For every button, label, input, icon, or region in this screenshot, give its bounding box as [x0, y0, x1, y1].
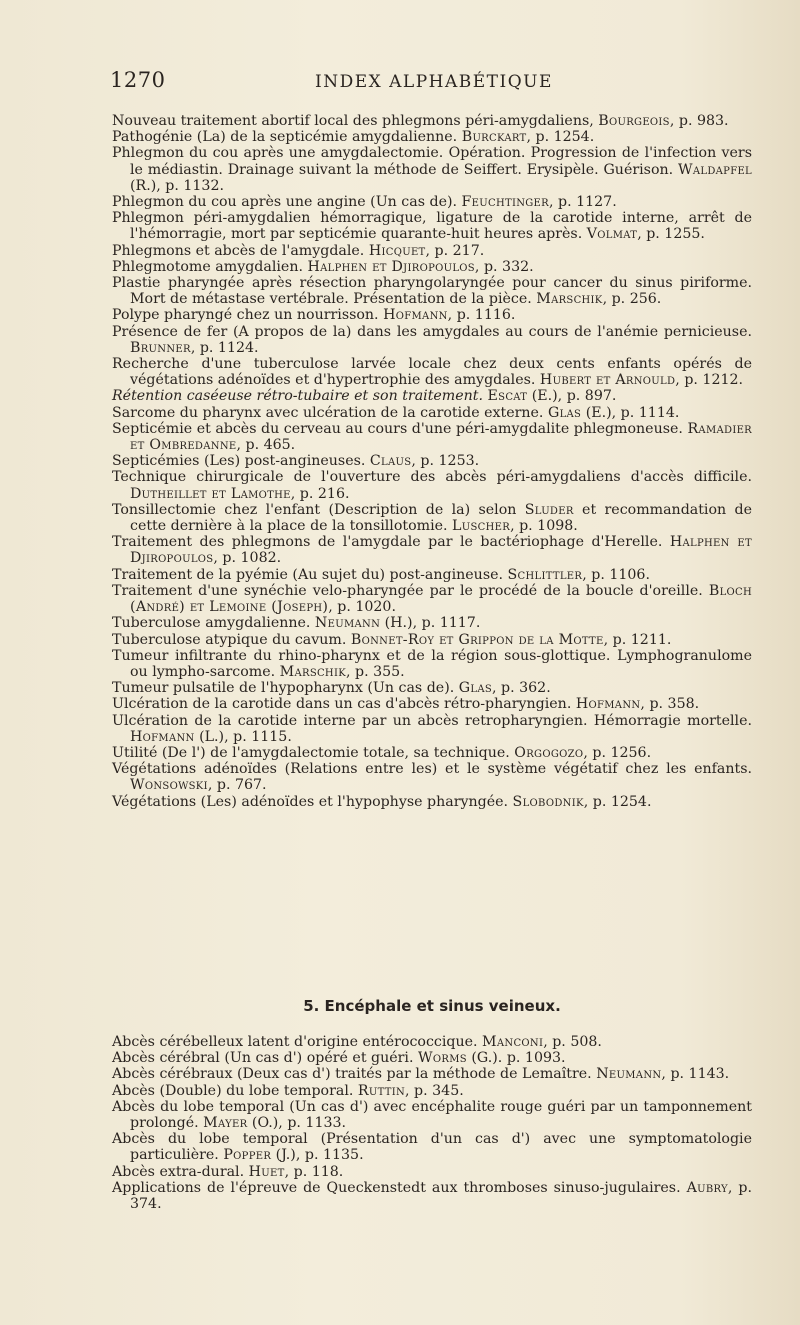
- index-entry: [112, 405, 752, 421]
- entry-reference: (E.), p. 897.: [527, 388, 617, 405]
- entry-author: Manconi: [482, 1034, 544, 1050]
- index-entry: [112, 113, 752, 129]
- entry-author: Bonnet-Roy et Grippon de la Motte: [350, 631, 604, 648]
- index-entry: [112, 615, 752, 631]
- entry-reference: (L.), p. 1115.: [194, 728, 292, 745]
- index-entry: [112, 648, 752, 680]
- entry-author: Hubert et Arnould: [539, 372, 676, 389]
- entry-author: Orgogozo: [514, 744, 584, 761]
- entry-author: Halphen et Djiropoulos: [307, 258, 475, 275]
- entry-reference: , p. 216.: [290, 485, 350, 502]
- entry-text: Phlegmon péri-amygdalien hémorragique, ligature de la carotide interne, arrêt de l'hémorragie, mort par septicémie quarante-huit heures après.: [112, 210, 752, 243]
- entry-text: Sarcome du pharynx avec ulcération de la carotide externe.: [112, 404, 548, 421]
- entry-author: Slobodnik: [512, 793, 584, 810]
- index-entry: [112, 502, 752, 534]
- entry-text: Abcès (Double) du lobe temporal.: [112, 1082, 358, 1099]
- entry-author: Hofmann: [383, 307, 448, 324]
- entry-text: Abcès cérébelleux latent d'origine entérococcique.: [112, 1034, 483, 1050]
- entry-author: Claus: [369, 453, 412, 470]
- entry-text: Phlegmon du cou après une angine (Un cas de).: [112, 194, 462, 211]
- entry-author: Mayer: [203, 1115, 248, 1132]
- index-entry: [112, 794, 752, 810]
- entry-text: Pathogénie (La) de la septicémie amygdalienne.: [112, 129, 462, 146]
- entry-author: Huet: [248, 1163, 285, 1180]
- entry-author: Feuchtinger: [461, 194, 549, 211]
- entry-author: Aubry: [686, 1179, 728, 1196]
- entry-text: Utilité (De l') de l'amygdalectomie totale, sa technique.: [112, 744, 515, 761]
- entry-reference: , p. 1020.: [328, 599, 396, 616]
- index-entry: [112, 259, 752, 275]
- entry-author: Hofmann: [575, 696, 641, 713]
- entry-reference: , p. 465.: [236, 437, 296, 454]
- entry-reference: (O.), p. 1133.: [247, 1115, 347, 1132]
- entry-reference: , p. 508.: [543, 1034, 602, 1050]
- index-entry: [112, 1099, 752, 1131]
- entry-text: Végétations (Les) adénoïdes et l'hypophyse pharyngée.: [112, 793, 513, 810]
- entry-reference: (R.), p. 1132.: [130, 177, 224, 194]
- entry-author: Marschik: [279, 663, 346, 680]
- entry-text: Phlegmon du cou après une amygdalectomie. Opération. Progression de l'infection vers le médiastin. Drainage suivant la méthode de Seiffert. Erysipèle. Guérison.: [112, 145, 752, 178]
- index-entry: [112, 275, 752, 307]
- entry-text: Technique chirurgicale de l'ouverture des abcès péri-amygdaliens d'accès difficile.: [112, 469, 752, 486]
- index-entry: [112, 1050, 752, 1066]
- index-entry: [112, 129, 752, 145]
- entry-text: Phlegmotome amygdalien.: [112, 258, 308, 275]
- entry-text: Tumeur infiltrante du rhino-pharynx et de la région sous-glottique. Lymphogranulome ou lympho-sarcome.: [112, 647, 752, 680]
- index-entry: [112, 713, 752, 745]
- entry-author: Bloch (André) et Lemoine (Joseph): [130, 582, 752, 616]
- entry-reference: , p. 1254.: [583, 793, 652, 810]
- entry-author: Brunner: [130, 339, 191, 356]
- entry-title-italic: Rétention caséeuse rétro-tubaire et son traitement.: [112, 388, 483, 405]
- entry-text: Abcès cérébral (Un cas d') opéré et guéri.: [112, 1050, 418, 1067]
- section-heading: 5. Encéphale et sinus veineux.: [303, 997, 561, 1015]
- entry-text: Nouveau traitement abortif local des phlegmons péri-amygdaliens,: [112, 113, 599, 129]
- entry-reference: , p. 362.: [492, 680, 551, 697]
- index-entry: [112, 356, 752, 388]
- entry-reference: (J.), p. 1135.: [271, 1147, 364, 1164]
- entry-text: Abcès cérébraux (Deux cas d') traités par la méthode de Lemaître.: [112, 1066, 597, 1083]
- entry-text: Ulcération de la carotide dans un cas d'abcès rétro-pharyngien.: [112, 696, 576, 713]
- index-entry: [112, 194, 752, 210]
- index-entry: [112, 1131, 752, 1163]
- entry-reference: , p. 1254.: [526, 129, 595, 146]
- index-entry: [112, 1083, 752, 1099]
- entry-author: Waldapfel: [678, 161, 752, 178]
- entry-reference: , p. 1253.: [411, 453, 480, 470]
- entry-reference: (E.), p. 1114.: [581, 404, 680, 421]
- entry-author: Worms: [417, 1050, 467, 1067]
- index-entry: [112, 243, 752, 259]
- entry-reference: , p. 767.: [207, 777, 267, 794]
- entry-reference: , p. 1143.: [661, 1066, 730, 1083]
- index-entry: [112, 745, 752, 761]
- entry-reference: (H.), p. 1117.: [380, 615, 481, 632]
- entry-reference: , p. 217.: [425, 242, 485, 259]
- entry-author: Popper: [223, 1147, 272, 1164]
- entry-reference: , p. 1082.: [213, 550, 282, 567]
- entry-text: Recherche d'une tuberculose larvée locale chez deux cents enfants opérés de végétations adénoïdes et d'hypertrophie des amygdales.: [112, 356, 752, 389]
- entry-author: Wonsowski: [130, 777, 208, 794]
- index-entry: [112, 696, 752, 712]
- entry-reference: , p. 1212.: [675, 372, 744, 389]
- entry-text: Présence de fer (A propos de la) dans les amygdales au cours de l'anémie pernicieuse.: [112, 323, 752, 340]
- entry-text: Tonsillectomie chez l'enfant (Description de la) selon: [112, 501, 525, 518]
- entry-text: Traitement des phlegmons de l'amygdale par le bactériophage d'Herelle.: [112, 534, 670, 551]
- entry-reference: (G.). p. 1093.: [466, 1050, 566, 1067]
- entry-text: Plastie pharyngée après résection pharyngolaryngée pour cancer du sinus piriforme. Mort de métastase vertébrale. Présentation de la pièce.: [112, 275, 752, 308]
- index-entry: [112, 680, 752, 696]
- entry-author: Halphen et Djiropoulos: [130, 534, 753, 567]
- entry-reference: , p. 1098.: [510, 518, 578, 535]
- index-entry: [112, 567, 752, 583]
- index-entries-list: [112, 113, 752, 810]
- entry-author: Hofmann: [130, 728, 195, 745]
- page-number: 1270: [110, 68, 166, 92]
- entry-text: Ulcération de la carotide interne par un abcès retropharyngien. Hémorragie mortelle.: [112, 712, 752, 729]
- entry-reference: , p. 1124.: [190, 339, 259, 356]
- running-title: INDEX ALPHABÉTIQUE: [315, 72, 553, 92]
- entry-reference: , p. 1211.: [603, 631, 672, 648]
- index-entry: [112, 534, 752, 566]
- entry-author: Escat: [487, 388, 528, 405]
- entry-text: Tumeur pulsatile de l'hypopharynx (Un cas de).: [112, 680, 459, 697]
- entry-reference: , p. 1255.: [637, 226, 705, 243]
- entry-text: Phlegmons et abcès de l'amygdale.: [112, 242, 369, 259]
- entry-reference: , p. 332.: [474, 258, 534, 275]
- entry-reference: , p. 374.: [130, 1179, 752, 1213]
- entry-author: Ruttin: [357, 1082, 406, 1099]
- index-entry: [112, 421, 752, 453]
- entry-author: Dutheillet et Lamothe: [130, 485, 291, 502]
- entry-text: Septicémies (Les) post-angineuses.: [112, 453, 370, 470]
- entry-author: Ramadier et Ombredanne: [130, 420, 752, 454]
- entry-text: Septicémie et abcès du cerveau au cours d'une péri-amygdalite phlegmoneuse.: [112, 420, 688, 437]
- entry-reference: , p. 118.: [284, 1163, 344, 1180]
- entry-reference: , p. 1256.: [583, 744, 652, 761]
- entry-author: Glas: [547, 404, 582, 421]
- entry-text: Polype pharyngé chez un nourrisson.: [112, 307, 384, 324]
- entry-author: Marschik: [536, 291, 603, 308]
- entry-author: Bourgeois: [598, 113, 670, 129]
- index-entry: [112, 632, 752, 648]
- index-entry: [112, 469, 752, 501]
- index-entry: [112, 145, 752, 194]
- index-entry: [112, 1034, 752, 1050]
- index-entry: [112, 1180, 752, 1212]
- entry-author: Volmat: [586, 226, 638, 243]
- entry-author: Sluder: [524, 501, 574, 518]
- index-entry: [112, 388, 752, 404]
- entry-reference: , p. 1106.: [582, 566, 650, 583]
- index-entries-list-encephale: [112, 1034, 752, 1212]
- index-entry: [112, 210, 752, 242]
- entry-reference: , p. 1116.: [447, 307, 516, 324]
- index-entry: [112, 1164, 752, 1180]
- entry-reference: , p. 355.: [345, 663, 405, 680]
- entry-reference: , p. 358.: [640, 696, 700, 713]
- entry-author: Neumann: [314, 615, 381, 632]
- entry-author: Neumann: [596, 1066, 662, 1083]
- entry-text: Tuberculose atypique du cavum.: [112, 631, 351, 648]
- entry-text: Végétations adénoïdes (Relations entre les) et le système végétatif chez les enfants.: [112, 761, 752, 778]
- entry-author: Luscher: [452, 518, 511, 535]
- entry-author: Hicquet: [368, 242, 426, 259]
- entry-author: Schlittler: [507, 566, 583, 583]
- index-entry: [112, 307, 752, 323]
- index-entry: [112, 324, 752, 356]
- entry-text: Traitement de la pyémie (Au sujet du) post-angineuse.: [112, 566, 508, 583]
- entry-text: Abcès du lobe temporal (Un cas d') avec encéphalite rouge guéri par un tamponnement prolongé.: [112, 1098, 752, 1132]
- index-entry: [112, 583, 752, 615]
- entry-text: Traitement d'une synéchie velo-pharyngée par le procédé de la boucle d'oreille.: [112, 582, 709, 599]
- entry-text: Tuberculose amygdalienne.: [112, 615, 315, 632]
- entry-text: Applications de l'épreuve de Queckenstedt aux thromboses sinuso-jugulaires.: [112, 1179, 687, 1196]
- index-entry: [112, 1066, 752, 1082]
- index-entry: [112, 761, 752, 793]
- entry-reference: , p. 1127.: [548, 194, 617, 211]
- entry-reference: et recommandation de cette dernière à la place de la tonsillotomie.: [130, 501, 753, 535]
- entry-reference: , p. 983.: [669, 113, 729, 129]
- entry-author: Burckart: [461, 129, 527, 146]
- entry-author: Glas: [458, 680, 492, 697]
- index-entry: [112, 453, 752, 469]
- entry-text: Abcès du lobe temporal (Présentation d'un cas d') avec une symptomatologie particulière.: [112, 1131, 752, 1164]
- entry-reference: , p. 256.: [602, 291, 662, 308]
- entry-reference: , p. 345.: [405, 1082, 464, 1099]
- entry-text: Abcès extra-dural.: [112, 1163, 249, 1180]
